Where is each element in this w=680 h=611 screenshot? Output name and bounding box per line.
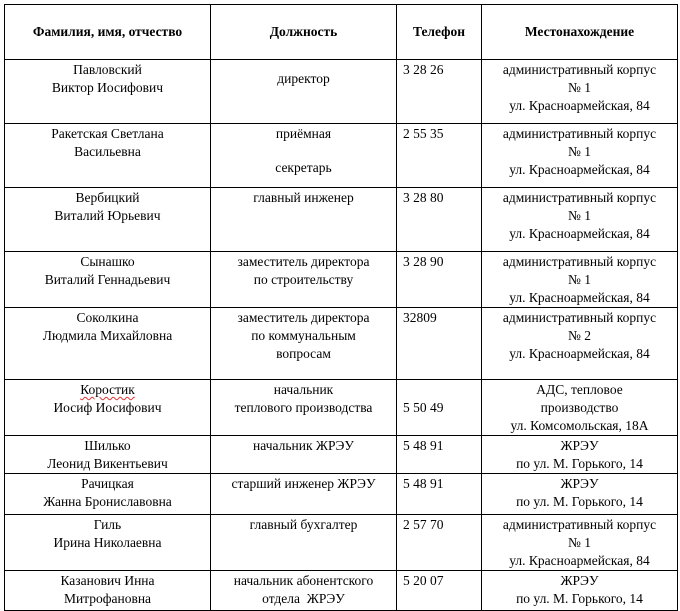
location-line: ул. Красноармейская, 84 bbox=[509, 98, 650, 113]
location-line: по ул. М. Горького, 14 bbox=[516, 456, 643, 471]
table-row bbox=[5, 308, 678, 380]
name-line: Сынашко bbox=[80, 254, 135, 269]
table-row bbox=[5, 571, 678, 611]
name-line: Коростик bbox=[80, 382, 135, 397]
phone-value: 3 28 26 bbox=[403, 62, 444, 77]
cell-location bbox=[482, 436, 678, 474]
name-line: Митрофановна bbox=[63, 591, 152, 606]
cell-phone bbox=[397, 188, 482, 252]
header-phone: Телефон bbox=[397, 5, 482, 60]
position-line: начальник bbox=[273, 382, 334, 397]
position-line: по строительству bbox=[253, 272, 354, 287]
location-line: № 1 bbox=[567, 80, 591, 95]
phone-value: 32809 bbox=[403, 310, 437, 325]
name-line: Ракетская Светлана bbox=[51, 126, 164, 141]
phone-value: 5 48 91 bbox=[403, 438, 444, 453]
name-line: Ирина Николаевна bbox=[53, 535, 162, 550]
position-line: теплового производства bbox=[234, 400, 373, 415]
location-line: № 1 bbox=[567, 272, 591, 287]
name-line: Иосиф Иосифович bbox=[53, 400, 162, 415]
cell-location bbox=[482, 474, 678, 515]
location-line: административный корпус bbox=[502, 62, 657, 77]
cell-position bbox=[211, 188, 397, 252]
position-line: начальник ЖРЭУ bbox=[253, 438, 354, 453]
location-line: ЖРЭУ bbox=[560, 476, 599, 491]
position-line: вопросам bbox=[276, 346, 331, 361]
cell-position bbox=[211, 474, 397, 515]
position-line: заместитель директора bbox=[237, 254, 370, 269]
cell-position bbox=[211, 308, 397, 380]
position-line: заместитель директора bbox=[237, 310, 370, 325]
location-line: административный корпус bbox=[502, 517, 657, 532]
cell-phone bbox=[397, 474, 482, 515]
location-line: ЖРЭУ bbox=[560, 573, 599, 588]
cell-position bbox=[211, 515, 397, 571]
position-line: главный бухгалтер bbox=[249, 517, 358, 532]
location-line: № 2 bbox=[567, 328, 591, 343]
position-line: отдела ЖРЭУ bbox=[262, 591, 345, 606]
location-line: по ул. М. Горького, 14 bbox=[516, 591, 643, 606]
header-location: Местонахождение bbox=[482, 5, 678, 60]
cell-name bbox=[5, 308, 211, 380]
cell-name bbox=[5, 188, 211, 252]
name-line: Леонид Викентьевич bbox=[47, 456, 168, 471]
location-line: ул. Красноармейская, 84 bbox=[509, 346, 650, 361]
location-line: ул. Красноармейская, 84 bbox=[509, 162, 650, 177]
name-line: Виктор Иосифович bbox=[51, 80, 164, 95]
location-line: по ул. М. Горького, 14 bbox=[516, 494, 643, 509]
cell-location bbox=[482, 188, 678, 252]
name-line: Людмила Михайловна bbox=[42, 328, 173, 343]
cell-position bbox=[211, 252, 397, 308]
name-line: Жанна Брониславовна bbox=[43, 494, 172, 509]
cell-position bbox=[211, 60, 397, 124]
cell-name bbox=[5, 436, 211, 474]
cell-phone bbox=[397, 436, 482, 474]
cell-phone bbox=[397, 308, 482, 380]
name-line: Рачицкая bbox=[81, 476, 134, 491]
cell-phone bbox=[397, 380, 482, 436]
location-line: № 1 bbox=[567, 144, 591, 159]
phone-value: 5 50 49 bbox=[403, 400, 444, 415]
header-position: Должность bbox=[211, 5, 397, 60]
name-line: Павловский bbox=[73, 62, 142, 77]
table-row bbox=[5, 188, 678, 252]
cell-location bbox=[482, 380, 678, 436]
name-line: Казанович Инна bbox=[60, 573, 155, 588]
location-line: ул. Красноармейская, 84 bbox=[509, 290, 650, 305]
name-line: Виталий Юрьевич bbox=[54, 208, 161, 223]
table-row bbox=[5, 124, 678, 188]
table-row bbox=[5, 436, 678, 474]
table-row bbox=[5, 515, 678, 571]
table-row bbox=[5, 60, 678, 124]
location-line: административный корпус bbox=[502, 126, 657, 141]
cell-name bbox=[5, 515, 211, 571]
location-line: административный корпус bbox=[502, 190, 657, 205]
cell-name bbox=[5, 252, 211, 308]
name-line: Гиль bbox=[93, 517, 122, 532]
cell-phone bbox=[397, 124, 482, 188]
cell-location bbox=[482, 308, 678, 380]
name-line: Соколкина bbox=[76, 310, 139, 325]
position-line: начальник абонентского bbox=[233, 573, 374, 588]
phone-value: 2 57 70 bbox=[403, 517, 444, 532]
cell-name bbox=[5, 571, 211, 611]
cell-location bbox=[482, 571, 678, 611]
phone-value: 5 20 07 bbox=[403, 573, 444, 588]
position-line: по коммунальным bbox=[251, 328, 356, 343]
position-line: приёмная bbox=[275, 126, 332, 141]
name-line: Васильевна bbox=[74, 144, 141, 159]
cell-name bbox=[5, 124, 211, 188]
table-row bbox=[5, 252, 678, 308]
position-line: главный инженер bbox=[253, 190, 354, 205]
phone-value: 2 55 35 bbox=[403, 126, 444, 141]
location-line: производство bbox=[540, 400, 619, 415]
location-line: ул. Красноармейская, 84 bbox=[509, 226, 650, 241]
table-row bbox=[5, 474, 678, 515]
cell-position bbox=[211, 436, 397, 474]
header-name: Фамилия, имя, отчество bbox=[5, 5, 211, 60]
location-line: № 1 bbox=[567, 208, 591, 223]
location-line: № 1 bbox=[567, 535, 591, 550]
cell-name bbox=[5, 380, 211, 436]
cell-phone bbox=[397, 60, 482, 124]
name-line: Виталий Геннадьевич bbox=[44, 272, 171, 287]
location-line: административный корпус bbox=[502, 310, 657, 325]
location-line: АДС, тепловое bbox=[536, 382, 623, 397]
location-line: ул. Красноармейская, 84 bbox=[509, 553, 650, 568]
name-line: Шилько bbox=[84, 438, 131, 453]
cell-phone bbox=[397, 252, 482, 308]
name-line: Вербицкий bbox=[75, 190, 140, 205]
cell-name bbox=[5, 60, 211, 124]
table-row bbox=[5, 380, 678, 436]
cell-name bbox=[5, 474, 211, 515]
cell-location bbox=[482, 60, 678, 124]
phone-value: 3 28 80 bbox=[403, 190, 444, 205]
position-line: директор bbox=[277, 71, 330, 86]
cell-position bbox=[211, 571, 397, 611]
cell-location bbox=[482, 124, 678, 188]
location-line: ул. Комсомольская, 18А bbox=[510, 418, 649, 433]
cell-phone bbox=[397, 571, 482, 611]
phone-value: 3 28 90 bbox=[403, 254, 444, 269]
position-line: секретарь bbox=[275, 160, 332, 175]
cell-location bbox=[482, 515, 678, 571]
contacts-table bbox=[4, 4, 678, 611]
location-line: ЖРЭУ bbox=[560, 438, 599, 453]
cell-position bbox=[211, 380, 397, 436]
cell-location bbox=[482, 252, 678, 308]
position-line: старший инженер ЖРЭУ bbox=[231, 476, 376, 491]
phone-value: 5 48 91 bbox=[403, 476, 444, 491]
location-line: административный корпус bbox=[502, 254, 657, 269]
cell-position bbox=[211, 124, 397, 188]
cell-phone bbox=[397, 515, 482, 571]
header-row bbox=[5, 5, 678, 60]
